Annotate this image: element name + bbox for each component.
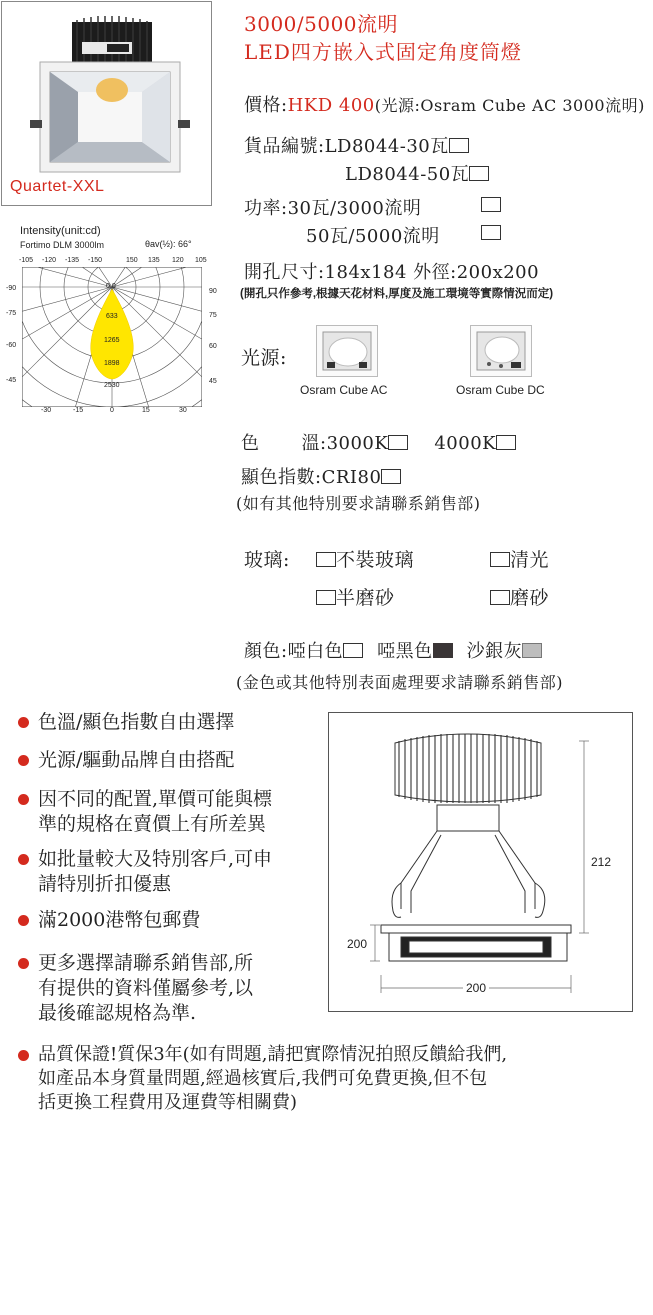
glass-option-4-checkbox[interactable] xyxy=(490,590,510,605)
bottom-tick: 0 xyxy=(110,407,114,414)
price-label: 價格: xyxy=(244,95,288,116)
item-no-row-1 xyxy=(244,132,469,158)
photometric-beam-angle: θav(½): 66° xyxy=(145,239,192,249)
item-no-2-checkbox[interactable] xyxy=(469,166,489,181)
bottom-tick: 15 xyxy=(142,407,150,414)
cct-label-b: 溫: xyxy=(301,433,327,454)
bullet-dot xyxy=(18,1050,29,1061)
bullet-dot xyxy=(18,794,29,805)
right-tick: 45 xyxy=(209,378,217,385)
cutout-note: (開孔只作參考,根據天花材料,厚度及施工環境等實際情況而定) xyxy=(240,288,554,300)
light-source-ac-label: Osram Cube AC xyxy=(300,383,388,397)
light-source-ac-image xyxy=(316,325,378,377)
finish-grey-checkbox[interactable] xyxy=(522,643,542,658)
top-tick: 150 xyxy=(126,257,138,264)
ring-label: 0.0 xyxy=(106,283,116,290)
finish-white-checkbox[interactable] xyxy=(343,643,363,658)
ring-label: 1898 xyxy=(104,360,120,367)
cct-label-a: 色 xyxy=(241,433,260,454)
finish-color-label: 顏色: xyxy=(244,641,288,662)
power-2: 50瓦/5000流明 xyxy=(306,226,440,247)
power-1-checkbox[interactable] xyxy=(481,197,501,212)
item-no-row-2 xyxy=(345,160,489,186)
dimension-width: 200 xyxy=(463,981,489,995)
cri-row xyxy=(241,463,401,489)
power-row-2 xyxy=(306,222,440,248)
finish-grey-label: 沙銀灰 xyxy=(466,641,523,662)
glass-option-4-label: 磨砂 xyxy=(510,587,550,609)
cri-note: (如有其他特別要求請聯系銷售部) xyxy=(236,494,481,513)
list-item-line: 更多選擇請聯系銷售部,所 xyxy=(38,952,254,974)
heatsink-graphic xyxy=(72,16,152,67)
bottom-tick: 30 xyxy=(179,407,187,414)
top-tick: -150 xyxy=(88,257,103,264)
glass-label: 玻璃: xyxy=(244,549,290,571)
glass-option-2-checkbox[interactable] xyxy=(490,552,510,567)
title-lumens: 3000/5000流明 xyxy=(244,12,399,36)
photometric-side-ticks xyxy=(4,280,220,390)
dimension-height: 212 xyxy=(591,855,612,869)
photometric-subtitle: Fortimo DLM 3000lm xyxy=(20,240,105,250)
heatsink-fins xyxy=(399,734,537,803)
power-1: 30瓦/3000流明 xyxy=(287,198,422,219)
glass-option-4 xyxy=(490,583,549,610)
finish-black-label: 啞黑色 xyxy=(377,641,433,662)
glass-option-2 xyxy=(490,545,549,572)
bottom-tick: -30 xyxy=(41,407,52,414)
dimension-drawing xyxy=(329,713,632,1011)
finish-black-checkbox[interactable] xyxy=(433,643,453,658)
top-tick: 135 xyxy=(148,257,160,264)
power-label: 功率: xyxy=(244,198,288,219)
bullet-dot xyxy=(18,755,29,766)
dimension-depth: 200 xyxy=(347,937,368,951)
power-row-1 xyxy=(244,194,421,220)
page-title: LED四方嵌入式固定角度筒燈 xyxy=(244,40,522,64)
product-photo-frame xyxy=(1,1,212,206)
right-tick: 60 xyxy=(209,343,217,350)
photometric-bottom-ticks xyxy=(22,407,202,417)
light-source-dc-label: Osram Cube DC xyxy=(456,383,545,397)
cct-row xyxy=(241,429,516,455)
cri-label: 顯色指數: xyxy=(241,467,322,488)
bullet-dot xyxy=(18,717,29,728)
glass-option-1-checkbox[interactable] xyxy=(316,552,336,567)
glass-option-1 xyxy=(316,545,414,572)
warranty-line: 品質保證!質保3年(如有問題,請把實際情況拍照反饋給我們, xyxy=(38,1044,508,1065)
glass-option-3-label: 半磨砂 xyxy=(336,587,395,609)
left-tick: -90 xyxy=(6,285,17,292)
list-item-line: 最後確認規格為準. xyxy=(38,1002,197,1024)
cct-3000k: 3000K xyxy=(326,433,389,454)
ring-label: 633 xyxy=(106,313,118,320)
cutout-size: 開孔尺寸:184x184 外徑:200x200 xyxy=(244,262,540,283)
glass-option-2-label: 清光 xyxy=(510,549,550,571)
photometric-title: Intensity(unit:cd) xyxy=(20,225,101,237)
warranty-line: 如產品本身質量問題,經過核實后,我們可免費更換,但不包 xyxy=(38,1068,488,1089)
right-tick: 75 xyxy=(209,312,217,319)
top-tick: 120 xyxy=(172,257,184,264)
dimension-drawing-frame xyxy=(328,712,633,1012)
left-tick: -45 xyxy=(6,377,17,384)
bottom-tick: -15 xyxy=(73,407,84,414)
price-row xyxy=(244,91,645,117)
light-source-dc-image xyxy=(470,325,532,377)
list-item-line: 滿2000港幣包郵費 xyxy=(38,909,201,931)
bullet-dot xyxy=(18,915,29,926)
list-item-line: 準的規格在賣價上有所差異 xyxy=(38,813,267,835)
finish-color-note: (金色或其他特別表面處理要求請聯系銷售部) xyxy=(236,673,563,692)
glass-option-3-checkbox[interactable] xyxy=(316,590,336,605)
top-tick: -120 xyxy=(42,257,57,264)
glass-option-1-label: 不裝玻璃 xyxy=(336,549,415,571)
list-item-line: 光源/驅動品牌自由搭配 xyxy=(38,749,235,771)
cct-4000k: 4000K xyxy=(434,433,497,454)
top-tick: -135 xyxy=(65,257,80,264)
bullet-dot xyxy=(18,958,29,969)
ring-label: 2530 xyxy=(104,382,120,389)
cri-checkbox[interactable] xyxy=(381,469,401,484)
product-name-label: Quartet-XXL xyxy=(10,178,105,195)
list-item-line: 如批量較大及特別客戶,可申 xyxy=(38,848,273,870)
list-item-line: 請特別折扣優惠 xyxy=(38,873,172,895)
item-no-2: LD8044-50瓦 xyxy=(345,164,470,185)
light-source-label: 光源: xyxy=(241,347,287,369)
top-tick: 105 xyxy=(195,257,207,264)
cri-value: CRI80 xyxy=(321,467,382,488)
price-note: (光源:Osram Cube AC 3000流明) xyxy=(374,96,645,115)
left-tick: -60 xyxy=(6,342,17,349)
finish-color-row xyxy=(244,637,542,663)
item-no-1-checkbox[interactable] xyxy=(449,138,469,153)
photometric-top-ticks xyxy=(14,257,214,267)
right-tick: 90 xyxy=(209,288,217,295)
warranty-line: 括更換工程費用及運費等相關費) xyxy=(38,1092,298,1113)
glass-option-3 xyxy=(316,583,395,610)
cct-4000k-checkbox[interactable] xyxy=(496,435,516,450)
cct-3000k-checkbox[interactable] xyxy=(388,435,408,450)
item-no-1: LD8044-30瓦 xyxy=(324,136,449,157)
item-no-label: 貨品編號: xyxy=(244,136,325,157)
ring-label: 1265 xyxy=(104,337,120,344)
power-2-checkbox[interactable] xyxy=(481,225,501,240)
list-item-line: 色溫/顯色指數自由選擇 xyxy=(38,711,235,733)
list-item-line: 有提供的資料僅屬參考,以 xyxy=(38,977,254,999)
price-value: HKD 400 xyxy=(287,95,375,116)
list-item-line: 因不同的配置,單價可能與標 xyxy=(38,788,273,810)
left-tick: -75 xyxy=(6,310,17,317)
finish-white-label: 啞白色 xyxy=(287,641,344,662)
top-tick: -105 xyxy=(19,257,34,264)
bullet-dot xyxy=(18,854,29,865)
product-photo xyxy=(2,2,211,205)
